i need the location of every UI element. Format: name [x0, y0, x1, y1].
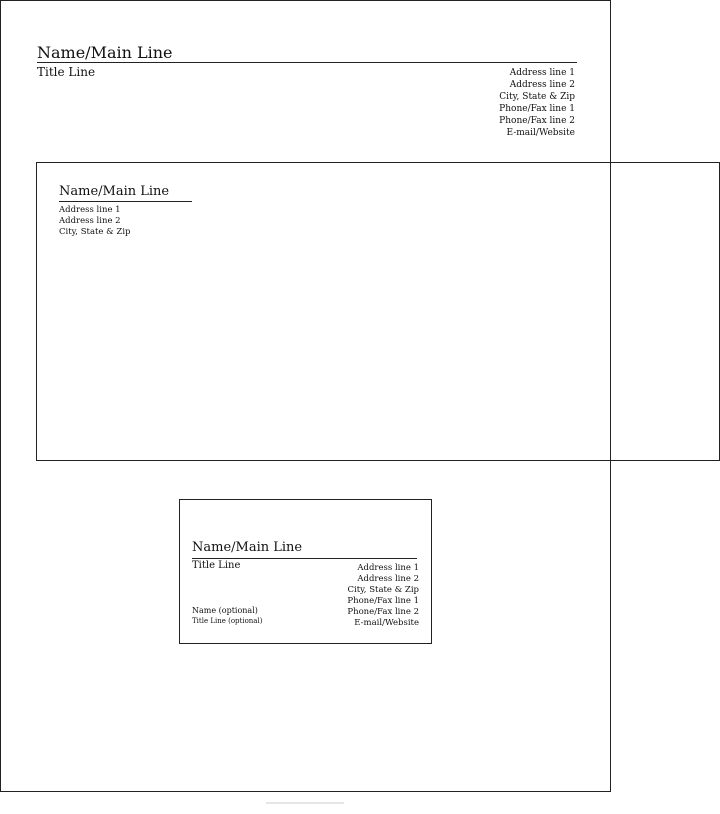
letterhead-title: Title Line [37, 65, 96, 79]
envelope-city-state-zip: City, State & Zip [59, 227, 131, 237]
envelope-address-line-2: Address line 2 [59, 216, 121, 226]
card-title: Title Line [192, 560, 241, 571]
card-optional-title: Title Line (optional) [192, 617, 263, 625]
letterhead-email-website: E-mail/Website [506, 128, 575, 138]
card-address-line-1: Address line 1 [357, 563, 419, 573]
letterhead-city-state-zip: City, State & Zip [499, 92, 575, 102]
envelope-address-block [59, 205, 131, 238]
envelope-address-line-1: Address line 1 [59, 205, 121, 215]
card-optional-name: Name (optional) [192, 606, 258, 615]
letterhead-address-block [499, 67, 575, 139]
card-address-block [347, 563, 419, 629]
letterhead-address-line-2: Address line 2 [509, 80, 575, 90]
card-phone-fax-1: Phone/Fax line 1 [347, 596, 419, 606]
card-phone-fax-2: Phone/Fax line 2 [347, 607, 419, 617]
business-card [179, 499, 432, 644]
card-city-state-zip: City, State & Zip [347, 585, 419, 595]
letterhead-address-line-1: Address line 1 [509, 68, 575, 78]
card-name: Name/Main Line [192, 540, 303, 555]
letterhead-phone-fax-1: Phone/Fax line 1 [499, 104, 575, 114]
card-rule [192, 558, 417, 559]
letterhead-rule [37, 62, 577, 63]
envelope-name: Name/Main Line [59, 184, 170, 199]
letterhead-name: Name/Main Line [37, 43, 173, 62]
card-email-website: E-mail/Website [354, 618, 419, 628]
page-footer-mark [260, 798, 350, 808]
envelope [36, 162, 720, 461]
envelope-rule [59, 201, 192, 202]
letterhead-phone-fax-2: Phone/Fax line 2 [499, 116, 575, 126]
faint-footer-bar [266, 802, 344, 804]
card-address-line-2: Address line 2 [357, 574, 419, 584]
